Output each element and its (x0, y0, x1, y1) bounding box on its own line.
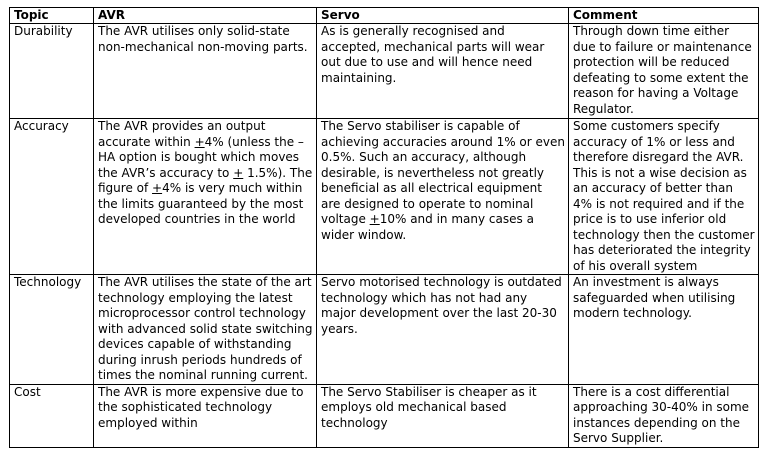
topic-cell: Accuracy (10, 119, 94, 275)
topic-cell: Cost (10, 384, 94, 447)
avr-cell: The AVR utilises only solid-state non-mechanical non-moving parts. (94, 24, 317, 119)
comparison-table (9, 7, 759, 448)
avr-text: 4% (unless the –HA option is bought which moves the AVR’s accuracy to (98, 134, 304, 180)
avr-cell: The AVR is more expensive due to the sophisticated technology employed within (94, 384, 317, 447)
avr-text: 4% is very much within the limits guaranteed by the most developed countries in the world (98, 181, 304, 226)
table-row (10, 24, 759, 119)
header-comment: Comment (569, 8, 759, 24)
servo-cell: Servo motorised technology is outdated technology which has not had any major development over the last 20-30 years. (317, 275, 569, 385)
plus-minus-sign: + (233, 165, 244, 180)
plus-minus-sign: + (369, 212, 380, 226)
servo-text: The Servo stabiliser is capable of achieving accuracies around 1% or even 0.5%. Such an accuracy, although desirable, is nevertheless not greatly beneficial as all electrical equipment are designed to operate to nominal voltage (321, 119, 565, 226)
table-row (10, 275, 759, 385)
comment-cell: Some customers specify accuracy of 1% or less and therefore disregard the AVR. This is not a wise decision as an accuracy of better than 4% is not required and if the price is to use inferior old technology then the customer has deteriorated the integrity of his overall system (569, 119, 759, 275)
comment-cell: There is a cost differential approaching 30-40% in some instances depending on the Servo Supplier. (569, 384, 759, 447)
header-servo: Servo (317, 8, 569, 24)
servo-text: 10% and in many cases a wider window. (321, 212, 534, 242)
avr-text: The AVR provides an output accurate within (98, 119, 266, 149)
table-row (10, 384, 759, 447)
header-avr: AVR (94, 8, 317, 24)
comment-cell: Through down time either due to failure or maintenance protection will be reduced defeating to some extent the reason for having a Voltage Regulator. (569, 24, 759, 119)
plus-minus-sign: + (194, 134, 205, 149)
header-topic: Topic (10, 8, 94, 24)
avr-cell (94, 119, 317, 275)
topic-cell: Durability (10, 24, 94, 119)
servo-cell (317, 119, 569, 275)
servo-cell: As is generally recognised and accepted, mechanical parts will wear out due to use and will hence need maintaining. (317, 24, 569, 119)
comment-cell: An investment is always safeguarded when utilising modern technology. (569, 275, 759, 385)
servo-cell: The Servo Stabiliser is cheaper as it employs old mechanical based technology (317, 384, 569, 447)
avr-text: 1.5%). The figure of (98, 165, 313, 195)
table-row (10, 119, 759, 275)
plus-minus-sign: + (152, 181, 163, 195)
avr-cell: The AVR utilises the state of the art technology employing the latest microprocessor control technology with advanced solid state switching devices capable of withstanding during inrush periods hundreds of times the nominal running current. (94, 275, 317, 385)
header-row (10, 8, 759, 24)
topic-cell: Technology (10, 275, 94, 385)
